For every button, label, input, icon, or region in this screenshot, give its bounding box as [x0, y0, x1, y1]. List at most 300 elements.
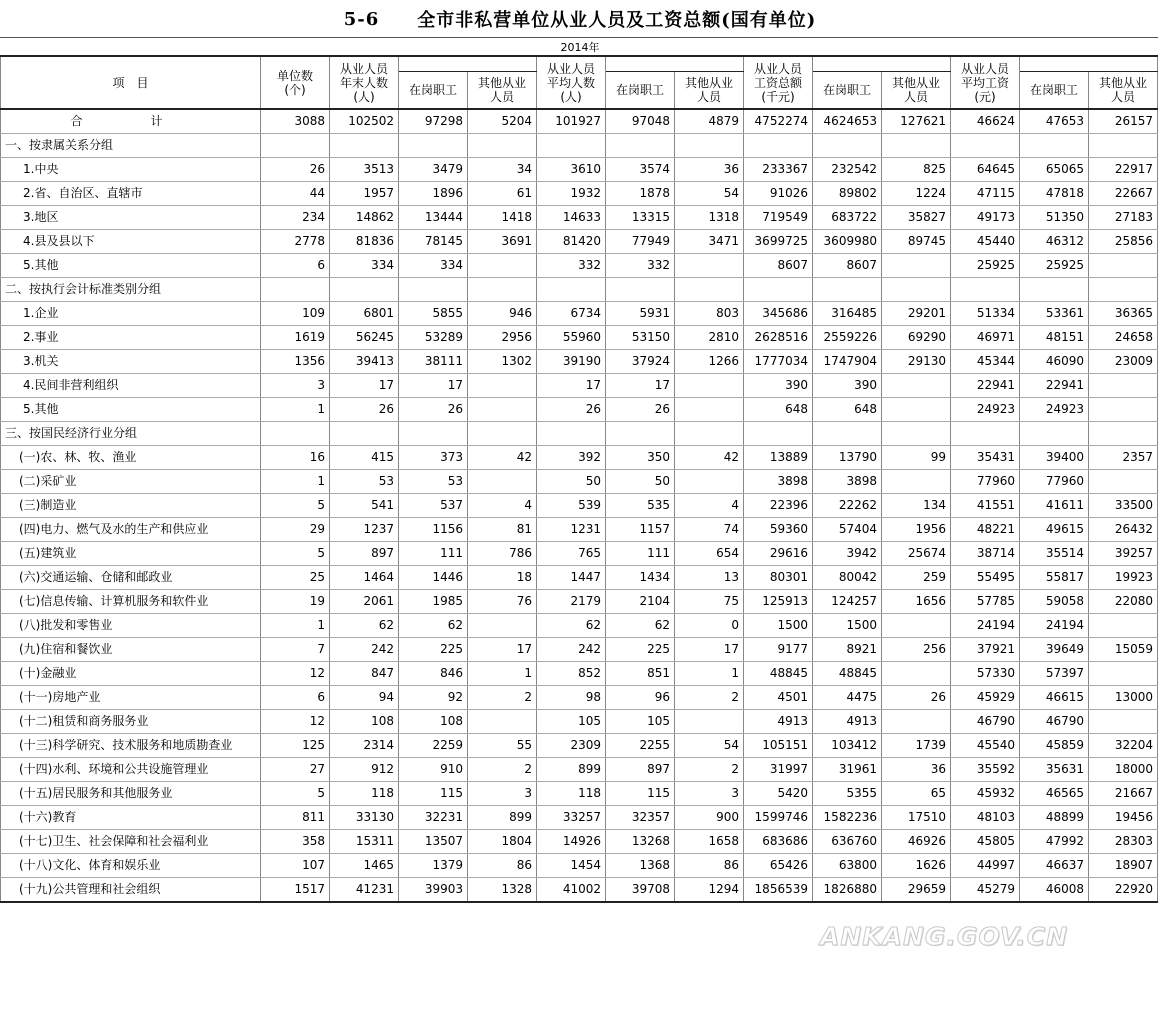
table-cell [1020, 422, 1089, 446]
table-cell: 22396 [744, 494, 813, 518]
table-cell: 4913 [813, 710, 882, 734]
table-cell [537, 278, 606, 302]
header-wage-total-staff: 在岗职工 [813, 72, 882, 110]
table-cell: 415 [330, 446, 399, 470]
table-cell: 25925 [1020, 254, 1089, 278]
table-cell: 13315 [606, 206, 675, 230]
table-cell: 3574 [606, 158, 675, 182]
table-cell: 5420 [744, 782, 813, 806]
table-row [1, 398, 1158, 422]
table-cell: 97298 [399, 109, 468, 134]
statistics-table [0, 57, 1158, 903]
table-cell [951, 422, 1020, 446]
table-cell: 2628516 [744, 326, 813, 350]
table-cell: 26432 [1089, 518, 1158, 542]
table-cell [813, 134, 882, 158]
table-cell: 3898 [744, 470, 813, 494]
table-cell: 4624653 [813, 109, 882, 134]
table-cell: 225 [606, 638, 675, 662]
table-cell: 4879 [675, 109, 744, 134]
table-cell: 6 [261, 254, 330, 278]
table-cell: 25 [261, 566, 330, 590]
table-cell: 47653 [1020, 109, 1089, 134]
table-cell: 541 [330, 494, 399, 518]
table-cell: 41002 [537, 878, 606, 903]
table-cell: 14633 [537, 206, 606, 230]
table-cell: 35431 [951, 446, 1020, 470]
table-cell: 6 [261, 686, 330, 710]
header-emp-avg: 从业人员 平均人数 (人) [537, 57, 606, 109]
table-cell: 59360 [744, 518, 813, 542]
header-emp-end-staff: 在岗职工 [399, 72, 468, 110]
table-cell [882, 254, 951, 278]
header-emp-end: 从业人员 年末人数 (人) [330, 57, 399, 109]
table-cell: 48845 [813, 662, 882, 686]
table-cell: 8921 [813, 638, 882, 662]
table-cell: 9177 [744, 638, 813, 662]
table-cell: 34 [468, 158, 537, 182]
table-cell: 64645 [951, 158, 1020, 182]
table-cell [1089, 254, 1158, 278]
table-cell: 1454 [537, 854, 606, 878]
table-cell: 48151 [1020, 326, 1089, 350]
table-row [1, 206, 1158, 230]
table-cell: 2778 [261, 230, 330, 254]
table-cell [1020, 134, 1089, 158]
table-cell: 1626 [882, 854, 951, 878]
table-cell: 15311 [330, 830, 399, 854]
table-cell: 1739 [882, 734, 951, 758]
table-cell: 57785 [951, 590, 1020, 614]
table-cell: 1434 [606, 566, 675, 590]
table-cell: 118 [537, 782, 606, 806]
table-cell [1089, 374, 1158, 398]
row-label: (十七)卫生、社会保障和社会福利业 [1, 830, 261, 854]
row-label: 3.地区 [1, 206, 261, 230]
table-cell: 50 [537, 470, 606, 494]
table-cell: 852 [537, 662, 606, 686]
table-cell: 3479 [399, 158, 468, 182]
table-cell: 86 [675, 854, 744, 878]
table-cell: 345686 [744, 302, 813, 326]
table-cell: 1517 [261, 878, 330, 903]
table-row [1, 854, 1158, 878]
header-wage-total-blank [813, 57, 951, 72]
table-cell: 2810 [675, 326, 744, 350]
table-cell: 18000 [1089, 758, 1158, 782]
table-cell: 811 [261, 806, 330, 830]
row-label: (十)金融业 [1, 662, 261, 686]
table-cell: 2 [675, 758, 744, 782]
table-row [1, 830, 1158, 854]
row-label: (十三)科学研究、技术服务和地质勘查业 [1, 734, 261, 758]
table-cell: 1465 [330, 854, 399, 878]
table-cell: 46615 [1020, 686, 1089, 710]
table-cell: 683722 [813, 206, 882, 230]
table-cell [1089, 134, 1158, 158]
table-cell: 39903 [399, 878, 468, 903]
table-cell: 53 [399, 470, 468, 494]
table-row [1, 374, 1158, 398]
table-cell: 851 [606, 662, 675, 686]
table-cell [882, 278, 951, 302]
table-cell: 19923 [1089, 566, 1158, 590]
table-cell: 22920 [1089, 878, 1158, 903]
table-cell: 26 [537, 398, 606, 422]
table-cell: 92 [399, 686, 468, 710]
table-cell: 390 [744, 374, 813, 398]
table-cell: 22917 [1089, 158, 1158, 182]
header-wage-total: 从业人员 工资总额 (千元) [744, 57, 813, 109]
row-label: 3.机关 [1, 350, 261, 374]
table-cell: 105 [537, 710, 606, 734]
header-units: 单位数 (个) [261, 57, 330, 109]
table-cell: 115 [606, 782, 675, 806]
table-cell: 80301 [744, 566, 813, 590]
table-row [1, 446, 1158, 470]
table-cell: 39708 [606, 878, 675, 903]
table-cell: 22941 [1020, 374, 1089, 398]
table-cell: 46565 [1020, 782, 1089, 806]
table-cell: 63800 [813, 854, 882, 878]
table-cell: 55 [468, 734, 537, 758]
table-cell: 1294 [675, 878, 744, 903]
table-cell: 242 [330, 638, 399, 662]
table-cell [744, 278, 813, 302]
table-cell: 35514 [1020, 542, 1089, 566]
table-cell: 111 [606, 542, 675, 566]
table-cell: 22667 [1089, 182, 1158, 206]
table-cell: 3471 [675, 230, 744, 254]
table-cell: 45279 [951, 878, 1020, 903]
table-cell: 45859 [1020, 734, 1089, 758]
table-cell: 5931 [606, 302, 675, 326]
table-cell: 2956 [468, 326, 537, 350]
table-cell: 4 [675, 494, 744, 518]
table-cell [675, 470, 744, 494]
table-cell: 46624 [951, 109, 1020, 134]
table-row [1, 686, 1158, 710]
table-cell: 32357 [606, 806, 675, 830]
table-cell: 24923 [1020, 398, 1089, 422]
table-cell [468, 614, 537, 638]
table-cell: 2357 [1089, 446, 1158, 470]
table-cell [1089, 470, 1158, 494]
header-wage-avg-staff: 在岗职工 [1020, 72, 1089, 110]
table-cell: 26 [261, 158, 330, 182]
row-label: (二)采矿业 [1, 470, 261, 494]
table-cell: 31997 [744, 758, 813, 782]
row-label: 4.县及县以下 [1, 230, 261, 254]
table-cell: 35827 [882, 206, 951, 230]
table-cell: 5 [261, 494, 330, 518]
table-cell [468, 374, 537, 398]
table-row [1, 302, 1158, 326]
table-cell: 105151 [744, 734, 813, 758]
row-label: (四)电力、燃气及水的生产和供应业 [1, 518, 261, 542]
table-cell: 42 [468, 446, 537, 470]
table-cell [882, 374, 951, 398]
table-cell: 1379 [399, 854, 468, 878]
table-cell: 648 [744, 398, 813, 422]
table-cell: 57397 [1020, 662, 1089, 686]
table-cell: 846 [399, 662, 468, 686]
table-cell: 847 [330, 662, 399, 686]
table-cell: 26 [399, 398, 468, 422]
table-cell: 47818 [1020, 182, 1089, 206]
table-cell: 125 [261, 734, 330, 758]
table-cell: 39400 [1020, 446, 1089, 470]
table-row [1, 494, 1158, 518]
header-wage-avg-blank [1020, 57, 1158, 72]
table-cell: 373 [399, 446, 468, 470]
table-cell: 350 [606, 446, 675, 470]
table-cell: 47992 [1020, 830, 1089, 854]
row-label: 1.中央 [1, 158, 261, 182]
table-cell: 55495 [951, 566, 1020, 590]
table-cell: 900 [675, 806, 744, 830]
table-cell: 912 [330, 758, 399, 782]
table-row [1, 710, 1158, 734]
table-cell: 80042 [813, 566, 882, 590]
table-row [1, 542, 1158, 566]
table-cell [261, 278, 330, 302]
table-cell: 24194 [1020, 614, 1089, 638]
table-cell: 2559226 [813, 326, 882, 350]
table-cell: 32204 [1089, 734, 1158, 758]
table-cell: 45440 [951, 230, 1020, 254]
row-label: 合 计 [1, 109, 261, 134]
table-cell: 91026 [744, 182, 813, 206]
table-cell: 3 [675, 782, 744, 806]
table-cell: 39649 [1020, 638, 1089, 662]
table-cell: 53 [330, 470, 399, 494]
table-cell: 3088 [261, 109, 330, 134]
table-cell: 225 [399, 638, 468, 662]
table-cell [468, 254, 537, 278]
row-label: (十一)房地产业 [1, 686, 261, 710]
table-cell: 102502 [330, 109, 399, 134]
table-cell: 75 [675, 590, 744, 614]
table-cell: 897 [330, 542, 399, 566]
table-cell: 27 [261, 758, 330, 782]
table-cell: 803 [675, 302, 744, 326]
table-cell: 26 [606, 398, 675, 422]
table-cell: 65426 [744, 854, 813, 878]
table-cell: 3691 [468, 230, 537, 254]
table-cell: 316485 [813, 302, 882, 326]
table-cell: 1619 [261, 326, 330, 350]
header-emp-avg-blank [606, 57, 744, 72]
table-cell [399, 278, 468, 302]
row-label: (十五)居民服务和其他服务业 [1, 782, 261, 806]
table-cell: 3610 [537, 158, 606, 182]
header-wage-total-other: 其他从业 人员 [882, 72, 951, 110]
table-cell: 358 [261, 830, 330, 854]
table-cell: 1356 [261, 350, 330, 374]
table-cell: 107 [261, 854, 330, 878]
table-cell [1020, 278, 1089, 302]
table-cell: 48221 [951, 518, 1020, 542]
table-cell: 111 [399, 542, 468, 566]
row-label: 2.省、自治区、直辖市 [1, 182, 261, 206]
table-cell: 242 [537, 638, 606, 662]
row-label: (十九)公共管理和社会组织 [1, 878, 261, 903]
table-cell [468, 710, 537, 734]
table-cell: 21667 [1089, 782, 1158, 806]
table-cell [468, 470, 537, 494]
table-cell: 89802 [813, 182, 882, 206]
table-cell: 56245 [330, 326, 399, 350]
table-cell: 29 [261, 518, 330, 542]
table-cell: 1368 [606, 854, 675, 878]
table-cell: 19 [261, 590, 330, 614]
table-cell [330, 134, 399, 158]
table-cell: 45929 [951, 686, 1020, 710]
table-cell: 1957 [330, 182, 399, 206]
table-cell: 109 [261, 302, 330, 326]
table-row [1, 470, 1158, 494]
table-cell: 99 [882, 446, 951, 470]
table-cell: 683686 [744, 830, 813, 854]
table-cell: 899 [468, 806, 537, 830]
table-cell: 24658 [1089, 326, 1158, 350]
table-cell: 36 [675, 158, 744, 182]
table-cell: 13 [675, 566, 744, 590]
table-cell: 105 [606, 710, 675, 734]
table-cell: 4752274 [744, 109, 813, 134]
table-cell: 1896 [399, 182, 468, 206]
table-cell [882, 470, 951, 494]
table-cell: 14926 [537, 830, 606, 854]
table-cell: 1932 [537, 182, 606, 206]
table-cell: 537 [399, 494, 468, 518]
table-cell: 1747904 [813, 350, 882, 374]
table-cell: 2179 [537, 590, 606, 614]
row-label: 一、按隶属关系分组 [1, 134, 261, 158]
table-cell: 29201 [882, 302, 951, 326]
table-cell: 7 [261, 638, 330, 662]
row-label: 5.其他 [1, 254, 261, 278]
table-cell: 25925 [951, 254, 1020, 278]
row-label: (九)住宿和餐饮业 [1, 638, 261, 662]
table-cell: 4 [468, 494, 537, 518]
table-row [1, 878, 1158, 903]
table-cell: 46790 [951, 710, 1020, 734]
table-cell [744, 134, 813, 158]
table-cell: 3 [468, 782, 537, 806]
row-label: 三、按国民经济行业分组 [1, 422, 261, 446]
table-cell: 44997 [951, 854, 1020, 878]
table-cell: 3609980 [813, 230, 882, 254]
row-label: (一)农、林、牧、渔业 [1, 446, 261, 470]
table-cell: 25674 [882, 542, 951, 566]
table-cell: 12 [261, 710, 330, 734]
table-cell: 35631 [1020, 758, 1089, 782]
table-number: 5-6 [343, 8, 380, 30]
table-cell: 98 [537, 686, 606, 710]
table-cell: 1582236 [813, 806, 882, 830]
header-wage-avg-other: 其他从业 人员 [1089, 72, 1158, 110]
table-cell: 86 [468, 854, 537, 878]
table-cell [537, 134, 606, 158]
table-cell: 45540 [951, 734, 1020, 758]
row-label: (八)批发和零售业 [1, 614, 261, 638]
table-cell: 1224 [882, 182, 951, 206]
table-body [1, 109, 1158, 902]
table-cell: 53289 [399, 326, 468, 350]
table-cell [606, 134, 675, 158]
table-cell: 27183 [1089, 206, 1158, 230]
row-label: 5.其他 [1, 398, 261, 422]
table-cell: 37924 [606, 350, 675, 374]
table-cell: 48845 [744, 662, 813, 686]
table-row [1, 158, 1158, 182]
table-cell [951, 134, 1020, 158]
table-cell: 232542 [813, 158, 882, 182]
table-cell: 234 [261, 206, 330, 230]
table-cell: 2259 [399, 734, 468, 758]
table-cell: 334 [330, 254, 399, 278]
table-cell: 13268 [606, 830, 675, 854]
table-cell: 26157 [1089, 109, 1158, 134]
table-cell: 3699725 [744, 230, 813, 254]
section-row [1, 278, 1158, 302]
table-cell: 65 [882, 782, 951, 806]
table-row [1, 758, 1158, 782]
table-cell: 332 [537, 254, 606, 278]
table-row [1, 518, 1158, 542]
table-cell: 1 [468, 662, 537, 686]
table-cell: 36 [882, 758, 951, 782]
table-cell: 1 [261, 470, 330, 494]
table-cell: 46090 [1020, 350, 1089, 374]
table-cell [261, 422, 330, 446]
table-cell: 1157 [606, 518, 675, 542]
table-cell: 259 [882, 566, 951, 590]
table-cell: 36365 [1089, 302, 1158, 326]
table-cell: 54 [675, 734, 744, 758]
table-cell: 38111 [399, 350, 468, 374]
table-row [1, 806, 1158, 830]
table-cell: 6801 [330, 302, 399, 326]
table-cell [882, 710, 951, 734]
row-label: (三)制造业 [1, 494, 261, 518]
table-row [1, 566, 1158, 590]
table-cell: 825 [882, 158, 951, 182]
table-cell: 1985 [399, 590, 468, 614]
header-item: 项 目 [1, 57, 261, 109]
table-cell: 1777034 [744, 350, 813, 374]
table-cell: 53361 [1020, 302, 1089, 326]
table-cell: 77960 [951, 470, 1020, 494]
table-cell: 39257 [1089, 542, 1158, 566]
table-cell: 77960 [1020, 470, 1089, 494]
table-cell: 1 [261, 398, 330, 422]
table-cell [813, 278, 882, 302]
table-cell: 719549 [744, 206, 813, 230]
table-cell: 1 [675, 662, 744, 686]
table-cell: 51350 [1020, 206, 1089, 230]
title-divider [0, 37, 1158, 38]
table-cell [813, 422, 882, 446]
table-cell: 2309 [537, 734, 606, 758]
table-cell: 17510 [882, 806, 951, 830]
table-cell [1089, 398, 1158, 422]
table-cell: 12 [261, 662, 330, 686]
header-emp-avg-other: 其他从业 人员 [675, 72, 744, 110]
table-cell [261, 134, 330, 158]
